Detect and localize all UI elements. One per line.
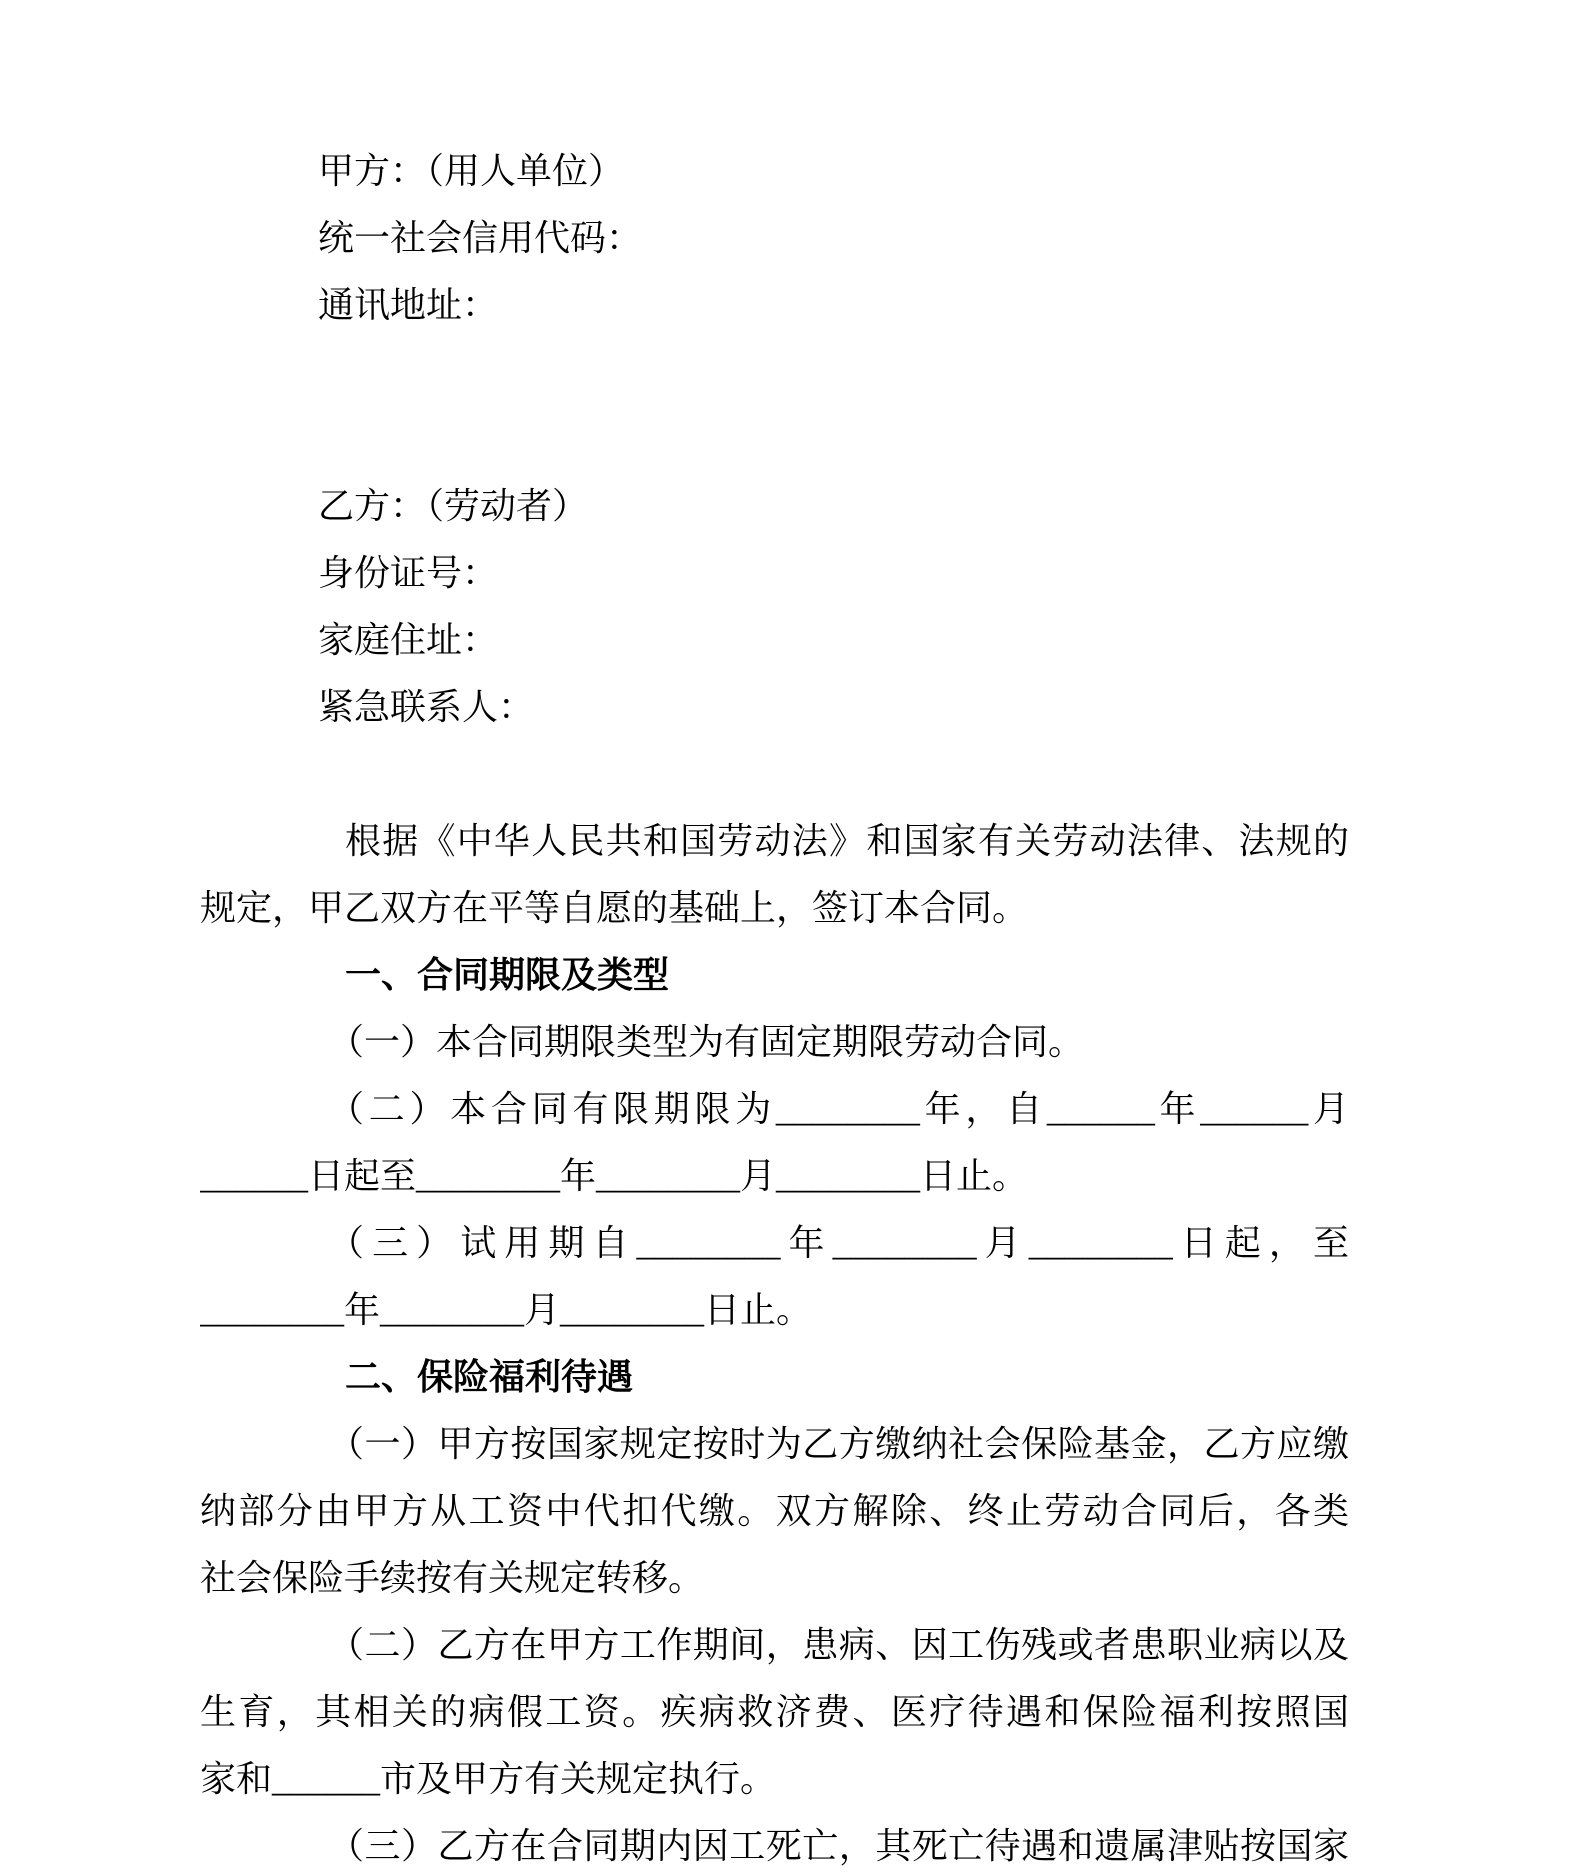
party-b-home-address: 家庭住址： xyxy=(318,620,499,660)
section-2-clause-1-line-1: （一）甲方按国家规定按时为乙方缴纳社会保险基金，乙方应缴 xyxy=(328,1424,1349,1464)
section-2-clause-2-line-2: 生育，其相关的病假工资。疾病救济费、医疗待遇和保险福利按照国 xyxy=(200,1692,1349,1732)
section-1-clause-2-line-1: （二）本合同有限期限为________年，自______年______月 xyxy=(328,1089,1349,1129)
section-2-clause-1-line-2: 纳部分由甲方从工资中代扣代缴。双方解除、终止劳动合同后，各类 xyxy=(200,1491,1349,1531)
section-2-clause-1-line-3: 社会保险手续按有关规定转移。 xyxy=(200,1558,705,1598)
section-2-clause-3-line-1: （三）乙方在合同期内因工死亡，其死亡待遇和遗属津贴按国家 xyxy=(328,1826,1349,1866)
section-1-heading: 一、合同期限及类型 xyxy=(345,955,670,995)
section-2-clause-2-line-1: （二）乙方在甲方工作期间，患病、因工伤残或者患职业病以及 xyxy=(328,1625,1349,1665)
preamble-line-2: 规定，甲乙双方在平等自愿的基础上，签订本合同。 xyxy=(200,888,1029,928)
party-b-title: 乙方：（劳动者） xyxy=(318,486,589,526)
party-a-title: 甲方：（用人单位） xyxy=(318,151,625,191)
section-1-clause-3-line-1: （三）试用期自________年________月________日起，至 xyxy=(328,1223,1349,1263)
section-2-clause-2-line-3: 家和______市及甲方有关规定执行。 xyxy=(200,1759,777,1799)
section-1-clause-2-line-2: ______日起至________年________月________日止。 xyxy=(200,1156,1029,1196)
blank-line xyxy=(200,339,1349,406)
party-b-id-number: 身份证号： xyxy=(318,553,499,593)
section-1-clause-3-line-2: ________年________月________日止。 xyxy=(200,1290,813,1330)
blank-line xyxy=(200,406,1349,473)
party-b-emergency-contact: 紧急联系人： xyxy=(318,687,535,727)
section-1-clause-1: （一）本合同期限类型为有固定期限劳动合同。 xyxy=(328,1022,1085,1062)
blank-line xyxy=(200,741,1349,808)
party-a-credit-code: 统一社会信用代码： xyxy=(318,218,643,258)
party-a-address: 通讯地址： xyxy=(318,285,499,325)
section-2-heading: 二、保险福利待遇 xyxy=(345,1357,634,1397)
preamble-line-1: 根据《中华人民共和国劳动法》和国家有关劳动法律、法规的 xyxy=(345,821,1349,861)
